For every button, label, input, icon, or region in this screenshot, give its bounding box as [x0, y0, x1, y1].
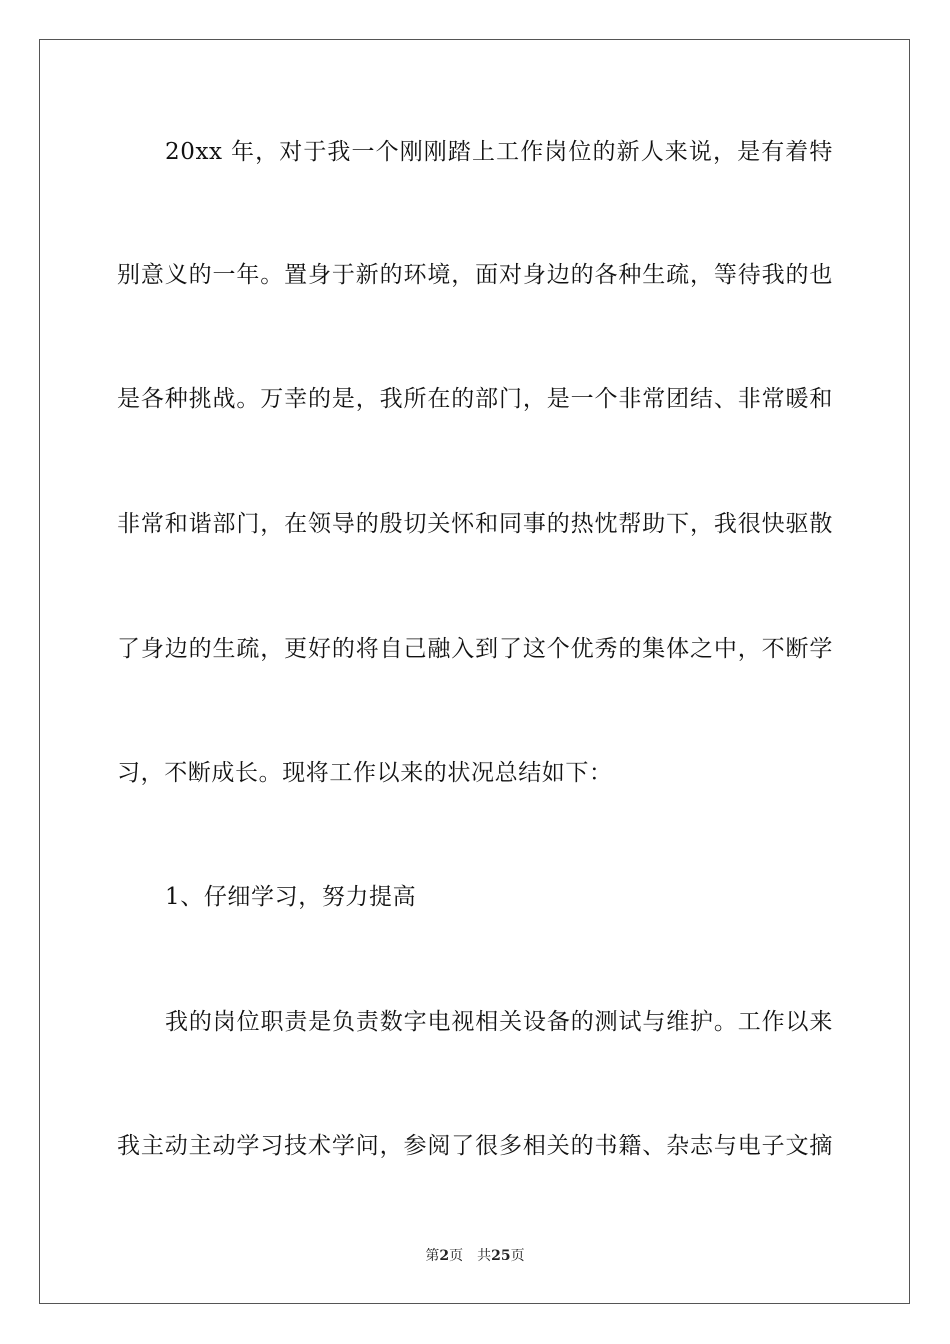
paragraph-line-1: 20xx 年，对于我一个刚刚踏上工作岗位的新人来说，是有着特 [165, 139, 833, 165]
section-heading: 1、仔细学习，努力提高 [165, 884, 417, 910]
footer-page-prefix: 第 [425, 1248, 440, 1264]
paragraph-line-3: 是各种挑战。万幸的是，我所在的部门，是一个非常团结、非常暖和 [117, 386, 833, 412]
footer-total-suffix: 页 [510, 1248, 525, 1264]
footer-total-prefix: 共 [477, 1248, 492, 1264]
paragraph-line-4: 非常和谐部门，在领导的殷切关怀和同事的热忱帮助下，我很快驱散 [117, 511, 833, 537]
page-border [39, 39, 910, 1304]
paragraph-line-6: 习，不断成长。现将工作以来的状况总结如下： [117, 760, 613, 786]
footer-page-suffix: 页 [449, 1248, 464, 1264]
paragraph-line-5: 了身边的生疏，更好的将自己融入到了这个优秀的集体之中，不断学 [117, 636, 833, 662]
paragraph-line-2: 别意义的一年。置身于新的环境，面对身边的各种生疏，等待我的也 [117, 262, 833, 288]
page-footer [0, 1247, 950, 1265]
paragraph-line-7: 我的岗位职责是负责数字电视相关设备的测试与维护。工作以来 [165, 1009, 833, 1035]
footer-total-pages: 25 [491, 1248, 511, 1264]
paragraph-line-8: 我主动主动学习技术学问，参阅了很多相关的书籍、杂志与电子文摘 [117, 1133, 833, 1159]
footer-page-number: 2 [439, 1248, 450, 1264]
